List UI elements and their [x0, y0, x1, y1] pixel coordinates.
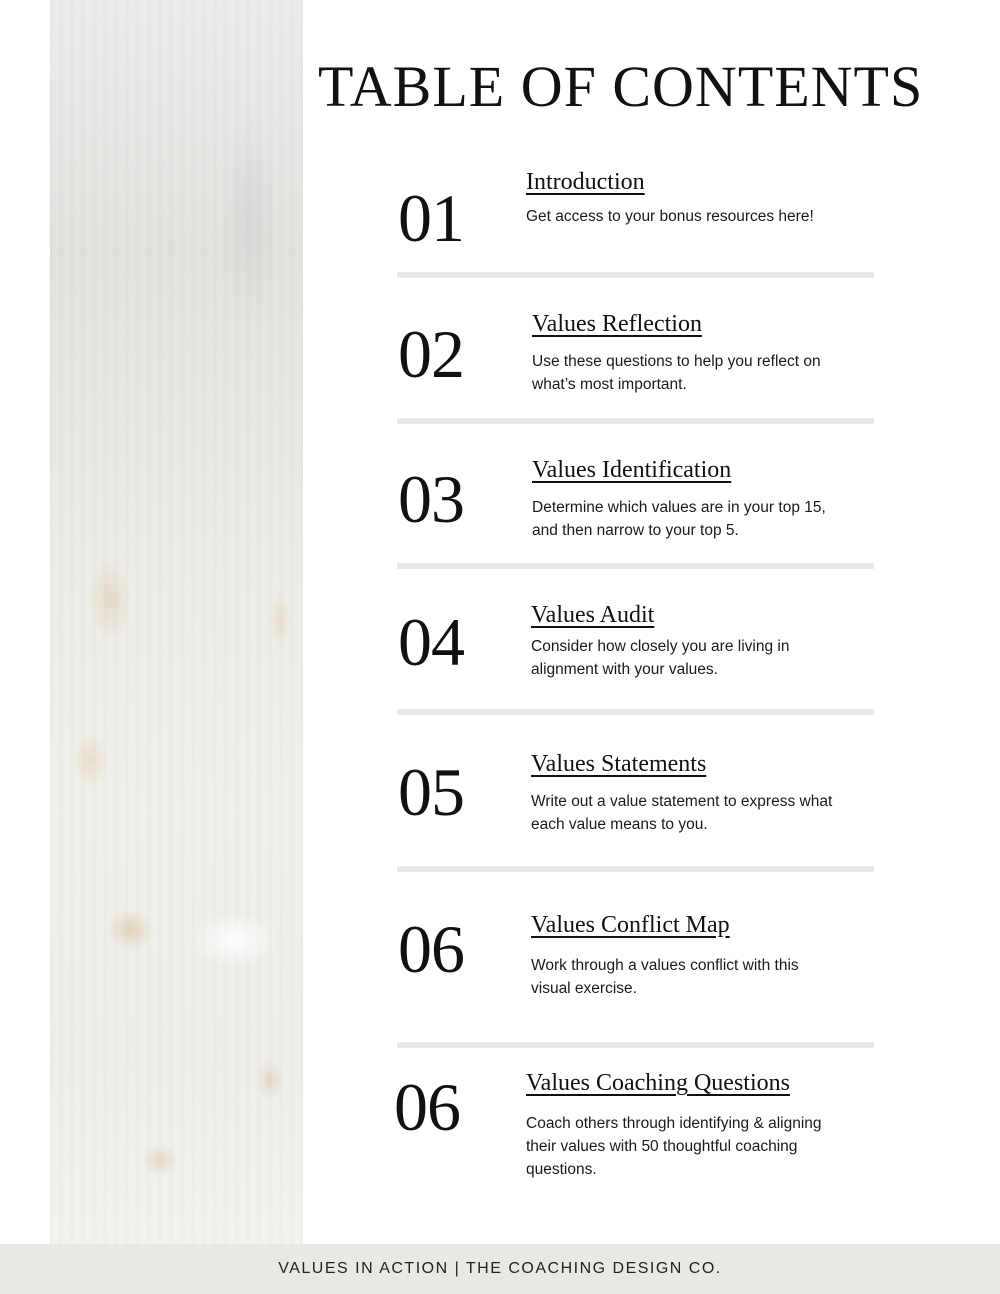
- entry-description: Work through a values conflict with this visual exercise.: [531, 957, 799, 997]
- divider: [397, 709, 874, 715]
- entry-number: 04: [398, 604, 464, 680]
- entry-heading[interactable]: Values Reflection: [532, 311, 702, 337]
- page-title: TABLE OF CONTENTS: [318, 54, 924, 119]
- entry-heading[interactable]: Values Statements: [531, 751, 707, 777]
- entry-heading[interactable]: Values Conflict Map: [531, 912, 730, 938]
- entry-heading[interactable]: Introduction: [526, 169, 645, 195]
- paint-texture-panel: [50, 0, 303, 1244]
- divider: [397, 272, 874, 278]
- divider: [397, 418, 874, 424]
- entry-number: 05: [398, 754, 464, 830]
- divider: [397, 563, 874, 569]
- footer-bar: [0, 1244, 1000, 1294]
- entry-description: Consider how closely you are living in alignment with your values.: [531, 638, 790, 678]
- entry-description: Get access to your bonus resources here!: [526, 208, 814, 225]
- entry-heading[interactable]: Values Identification: [532, 457, 732, 483]
- entry-heading[interactable]: Values Audit: [531, 602, 655, 628]
- entry-heading[interactable]: Values Coaching Questions: [526, 1070, 790, 1096]
- entry-description: Write out a value statement to express what each value means to you.: [531, 793, 833, 833]
- entry-description: Use these questions to help you reflect on what’s most important.: [532, 353, 821, 393]
- entry-description: Coach others through identifying & aligning their values with 50 thoughtful coaching questions.: [526, 1115, 822, 1178]
- footer-text: VALUES IN ACTION | THE COACHING DESIGN CO.: [278, 1260, 722, 1277]
- entry-number: 01: [398, 180, 464, 256]
- entry-number: 06: [398, 911, 464, 987]
- entry-number: 03: [398, 461, 464, 537]
- divider: [397, 1042, 874, 1048]
- entry-description: Determine which values are in your top 15, and then narrow to your top 5.: [532, 499, 826, 539]
- divider: [397, 866, 874, 872]
- entry-number: 02: [398, 316, 464, 392]
- entry-number: 06: [394, 1069, 460, 1145]
